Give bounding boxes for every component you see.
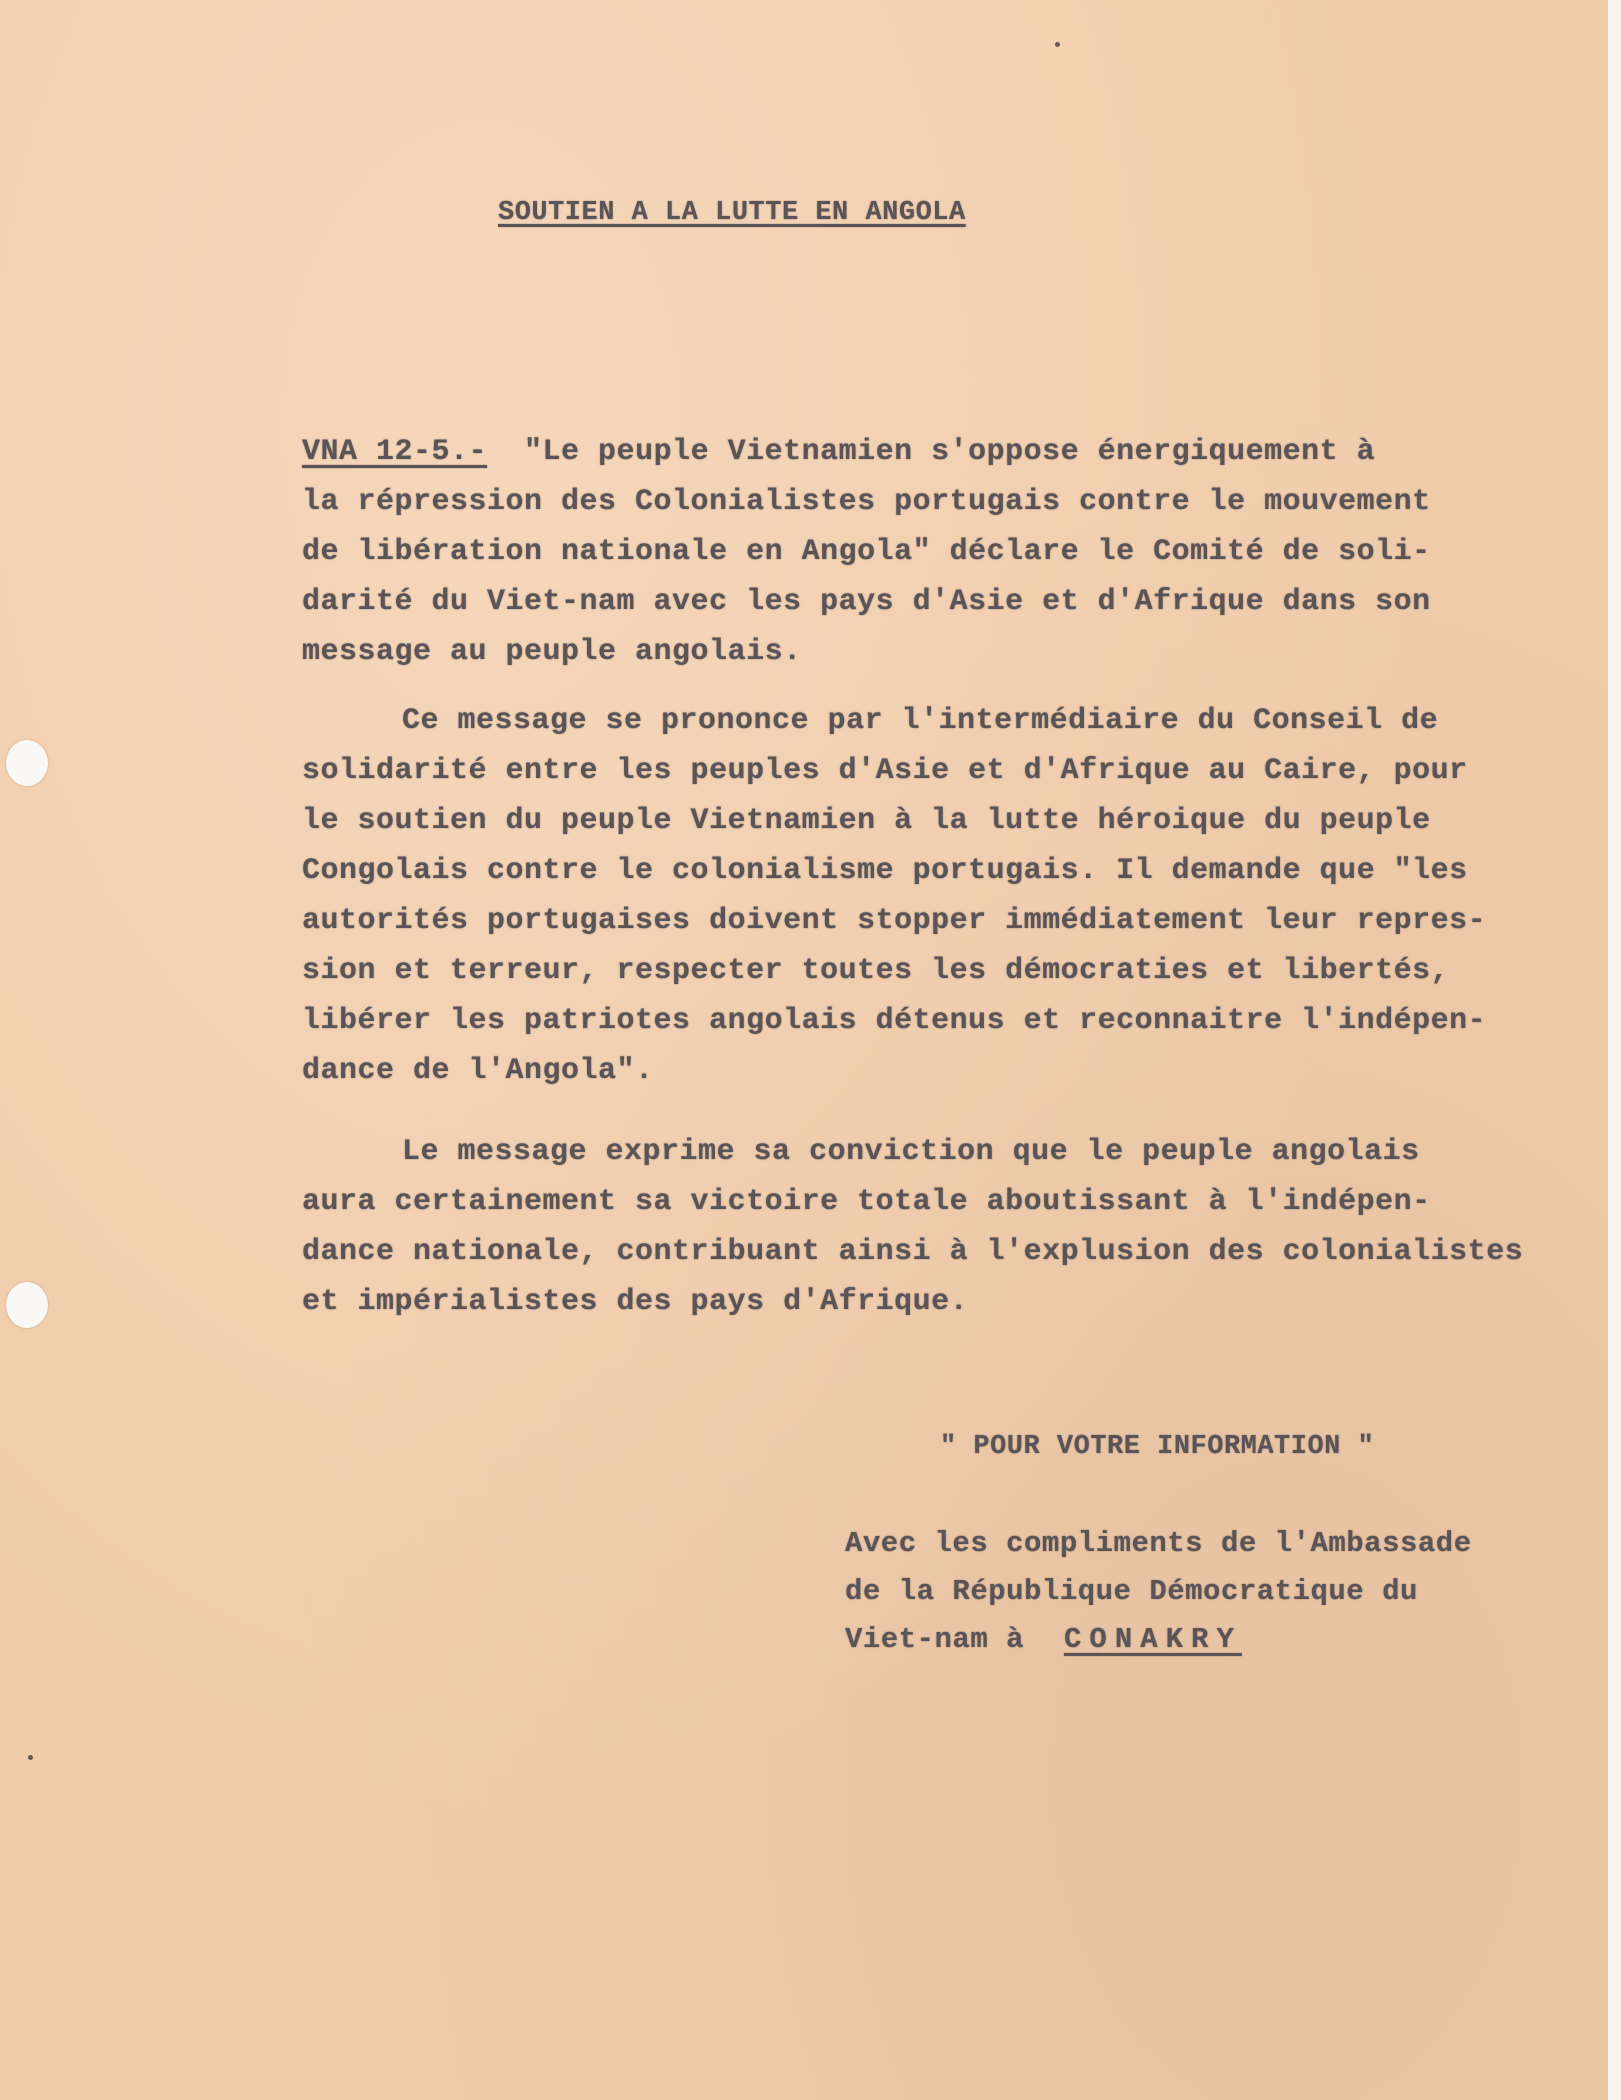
- information-note: " POUR VOTRE INFORMATION ": [940, 1432, 1375, 1462]
- closing-block: [845, 1520, 1472, 1664]
- paragraph-line: le soutien du peuple Vietnamien à la lutte héroique du peuple: [302, 804, 1431, 838]
- paragraph-line: aura certainement sa victoire totale aboutissant à l'indépen-: [302, 1185, 1431, 1219]
- paragraph-line: message au peuple angolais.: [302, 635, 802, 669]
- news-reference: VNA 12-5.-: [302, 435, 488, 469]
- closing-line: Avec les compliments de l'Ambassade: [845, 1527, 1472, 1560]
- punch-hole-lower: [6, 1282, 48, 1328]
- paragraph-line: et impérialistes des pays d'Afrique.: [302, 1285, 969, 1319]
- paper-edge: [1608, 0, 1621, 2100]
- city-name: CONAKRY: [1064, 1623, 1242, 1656]
- ink-speck: [28, 1755, 33, 1760]
- paragraph-3: [302, 1127, 1523, 1327]
- paragraph-2: [302, 696, 1486, 1096]
- closing-line: de la République Démocratique du: [845, 1575, 1418, 1608]
- paragraph-line-text: "Le peuple Vietnamien s'oppose énergiquement à: [524, 435, 1376, 469]
- paragraph-line: dance de l'Angola".: [302, 1054, 654, 1088]
- paragraph-line: solidarité entre les peuples d'Asie et d'Afrique au Caire, pour: [302, 754, 1468, 788]
- paragraph-line: libérer les patriotes angolais détenus et reconnaitre l'indépen-: [302, 1004, 1487, 1038]
- paragraph-line: Ce message se prononce par l'intermédiaire du Conseil de: [402, 704, 1439, 738]
- closing-line-text: Viet-nam à: [845, 1623, 1025, 1656]
- paragraph-line: de libération nationale en Angola" déclare le Comité de soli-: [302, 535, 1431, 569]
- paragraph-line: [302, 427, 1431, 477]
- ink-speck: [1055, 42, 1060, 47]
- closing-line: [845, 1616, 1472, 1664]
- document-title: SOUTIEN A LA LUTTE EN ANGOLA: [498, 198, 966, 228]
- punch-hole-upper: [6, 740, 48, 786]
- paragraph-line: autorités portugaises doivent stopper immédiatement leur repres-: [302, 904, 1487, 938]
- paragraph-line: la répression des Colonialistes portugais contre le mouvement: [302, 485, 1431, 519]
- paragraph-line: Le message exprime sa conviction que le peuple angolais: [402, 1135, 1420, 1169]
- paragraph-line: Congolais contre le colonialisme portugais. Il demande que "les: [302, 854, 1468, 888]
- paragraph-line: sion et terreur, respecter toutes les démocraties et libertés,: [302, 954, 1450, 988]
- paragraph-line: dance nationale, contribuant ainsi à l'explusion des colonialistes: [302, 1235, 1524, 1269]
- paragraph-1: [302, 427, 1431, 677]
- paragraph-line: darité du Viet-nam avec les pays d'Asie et d'Afrique dans son: [302, 585, 1431, 619]
